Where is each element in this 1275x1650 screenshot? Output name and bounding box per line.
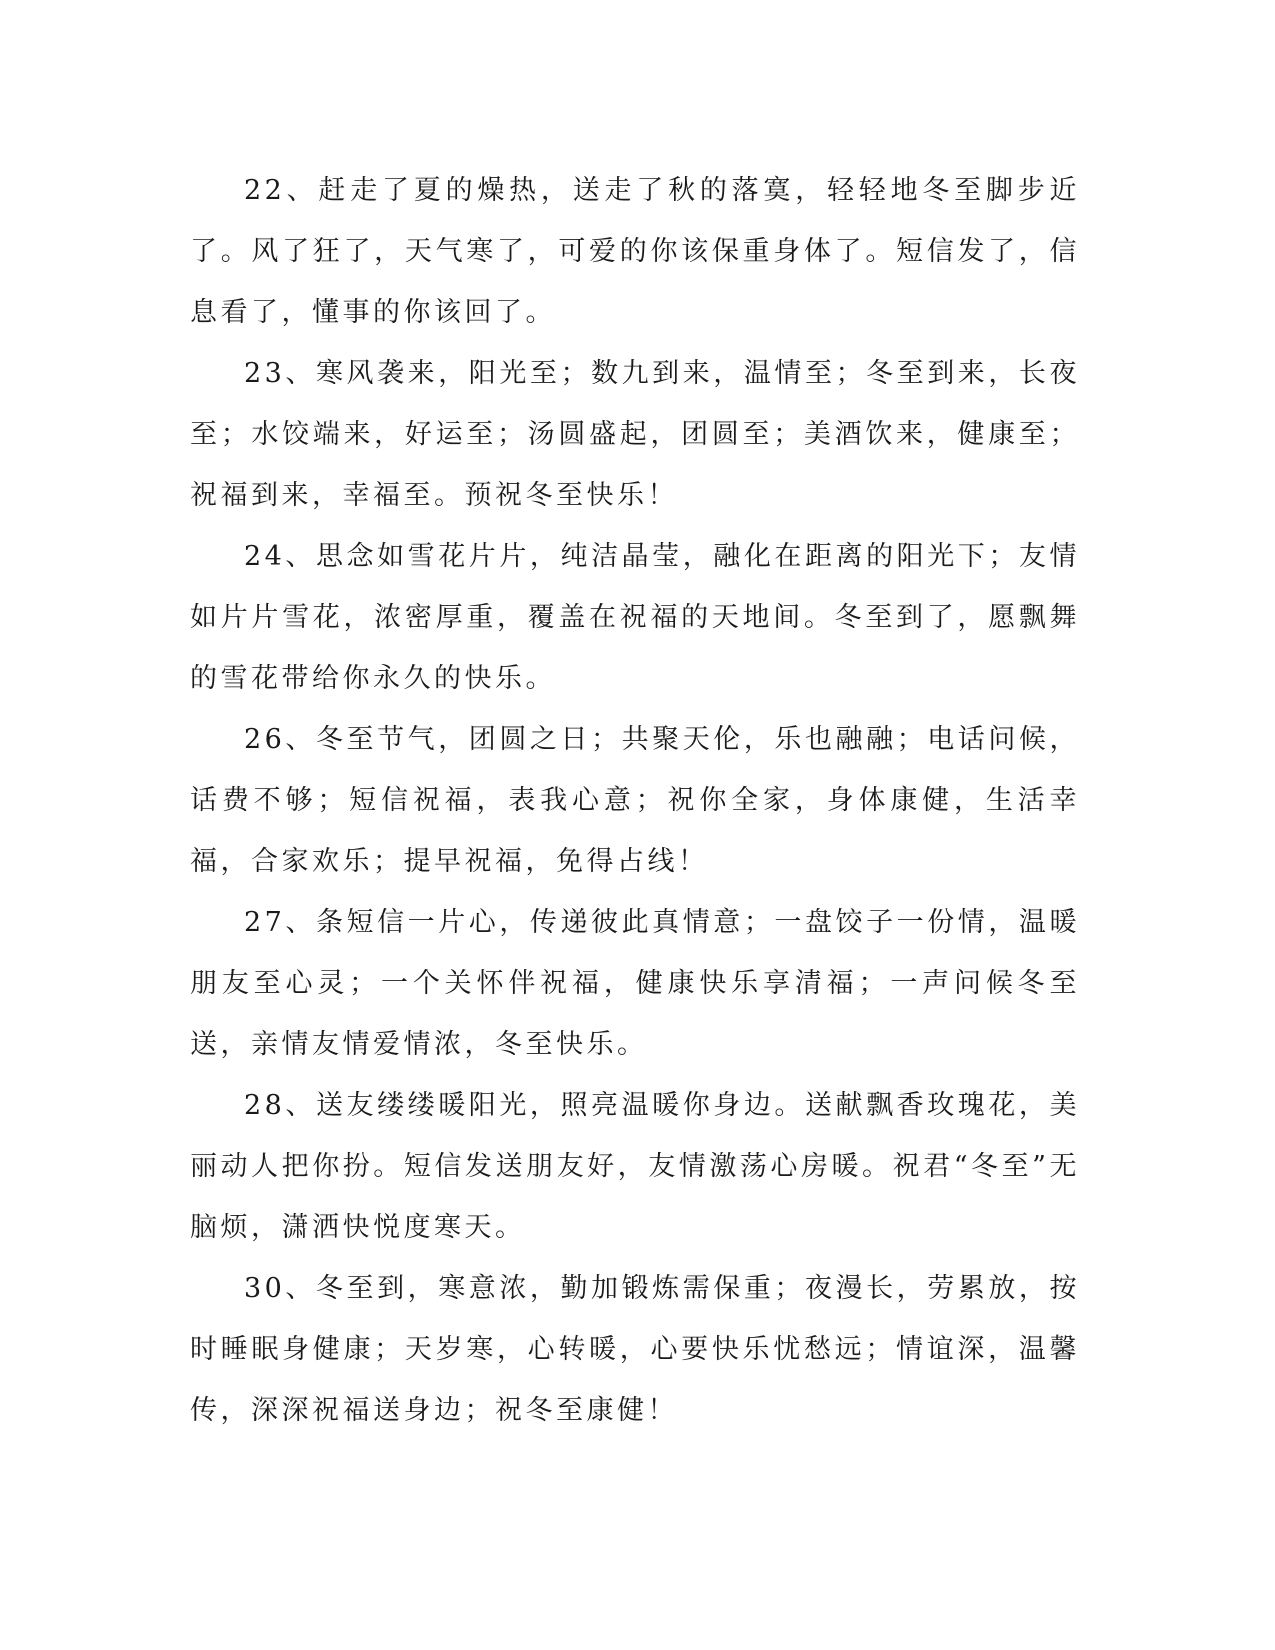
document-body: [190, 160, 1080, 1441]
paragraph-30: 30、冬至到，寒意浓，勤加锻炼需保重；夜漫长，劳累放，按时睡眠身健康；天岁寒，心转暖，心要快乐忧愁远；情谊深，温馨传，深深祝福送身边；祝冬至康健！: [190, 1273, 1080, 1426]
paragraph-22: 22、赶走了夏的燥热，送走了秋的落寞，轻轻地冬至脚步近了。风了狂了，天气寒了，可爱的你该保重身体了。短信发了，信息看了，懂事的你该回了。: [190, 175, 1080, 328]
paragraph-26: 26、冬至节气，团圆之日；共聚天伦，乐也融融；电话问候，话费不够；短信祝福，表我心意；祝你全家，身体康健，生活幸福，合家欢乐；提早祝福，免得占线！: [190, 724, 1080, 877]
paragraph-28: 28、送友缕缕暖阳光，照亮温暖你身边。送献飘香玫瑰花，美丽动人把你扮。短信发送朋友好，友情激荡心房暖。祝君“冬至”无脑烦，潇洒快悦度寒天。: [190, 1090, 1080, 1243]
paragraph-24: 24、思念如雪花片片，纯洁晶莹，融化在距离的阳光下；友情如片片雪花，浓密厚重，覆盖在祝福的天地间。冬至到了，愿飘舞的雪花带给你永久的快乐。: [190, 541, 1080, 694]
paragraph-27: 27、条短信一片心，传递彼此真情意；一盘饺子一份情，温暖朋友至心灵；一个关怀伴祝福，健康快乐享清福；一声问候冬至送，亲情友情爱情浓，冬至快乐。: [190, 907, 1080, 1060]
paragraph-23: 23、寒风袭来，阳光至；数九到来，温情至；冬至到来，长夜至；水饺端来，好运至；汤圆盛起，团圆至；美酒饮来，健康至；祝福到来，幸福至。预祝冬至快乐！: [190, 358, 1080, 511]
